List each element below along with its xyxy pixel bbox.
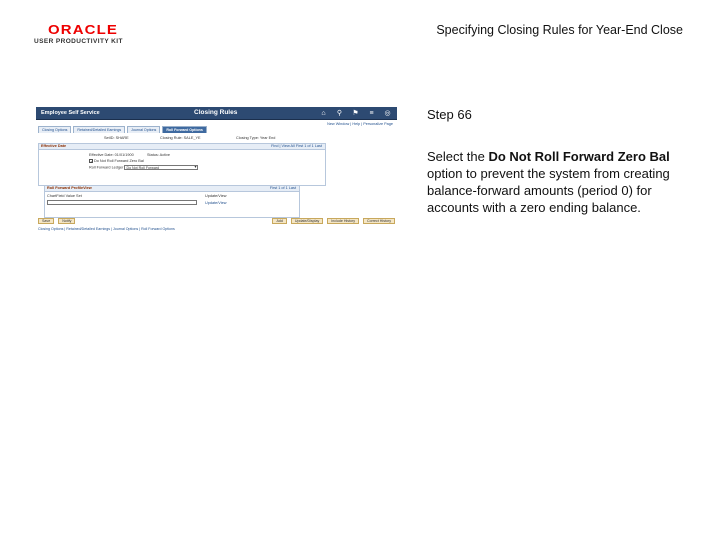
grid-col-update: Update/View	[205, 194, 227, 198]
search-icon[interactable]: ⚲	[336, 110, 343, 117]
toolbar-spacer	[79, 218, 268, 224]
update-display-button[interactable]: Update/Display	[291, 218, 323, 224]
button-toolbar	[38, 218, 395, 224]
roll-forward-select[interactable]: Do Not Roll Forward ▾	[124, 165, 198, 170]
logo-oracle-text: ORACLE	[48, 22, 119, 37]
step-instructions	[427, 148, 692, 216]
flag-icon[interactable]: ⚑	[352, 110, 359, 117]
update-view-link[interactable]: Update/View	[205, 201, 227, 205]
section-nav[interactable]: Find | View All First 1 of 1 Last	[271, 144, 322, 148]
grid-nav[interactable]: First 1 of 1 Last	[269, 186, 296, 190]
document-title: Specifying Closing Rules for Year-End Close	[436, 23, 683, 37]
tab-closing-options[interactable]: Closing Options	[38, 126, 71, 133]
grid-col-valueset: ChartField Value Set	[47, 194, 82, 198]
home-icon[interactable]: ⌂	[321, 110, 326, 117]
roll-forward-row	[89, 165, 198, 170]
zero-bal-option[interactable]	[89, 159, 144, 163]
effective-date-value: Effective Date: 01/01/1900	[89, 153, 134, 157]
closing-type-label: Closing Type: Year End	[236, 136, 276, 140]
correct-history-button[interactable]: Correct History	[363, 218, 395, 224]
add-button[interactable]: Add	[272, 218, 286, 224]
step-label: Step 66	[427, 107, 472, 122]
tab-journal-options[interactable]: Journal Options	[127, 126, 160, 133]
instr-pre: Select the	[427, 149, 489, 164]
bottom-page-links[interactable]: Closing Options | Retained/Detailed Earnings | Journal Options | Roll Forward Options	[38, 227, 175, 231]
page-tabs	[38, 126, 207, 133]
save-button[interactable]: Save	[38, 218, 54, 224]
logo-upk-text: USER PRODUCTIVITY KIT	[34, 38, 123, 45]
roll-forward-label: Roll Forward Ledger	[89, 165, 124, 170]
setid-label: SetID: SHARE	[104, 136, 129, 140]
roll-forward-profile-grid	[44, 185, 300, 218]
status-value: Status: Active	[147, 153, 171, 157]
app-header-bar	[36, 107, 397, 120]
app-name: Employee Self Service	[41, 110, 100, 116]
closing-rule-label: Closing Rule: SALE_YE	[160, 136, 201, 140]
section-header	[39, 144, 325, 150]
zero-bal-label: Do Not Roll Forward Zero Bal	[94, 159, 144, 163]
application-screenshot	[36, 107, 397, 235]
compass-icon[interactable]: ◎	[384, 110, 391, 117]
notify-button[interactable]: Notify	[58, 218, 75, 224]
oracle-upk-logo	[34, 22, 124, 48]
instr-bold: Do Not Roll Forward Zero Bal	[488, 149, 670, 164]
tab-retained-earnings[interactable]: Retained/Detailed Earnings	[73, 126, 125, 133]
grid-title: Roll Forward ProfileView	[47, 186, 92, 190]
effective-date-section	[38, 143, 326, 186]
page-title: Closing Rules	[194, 109, 238, 116]
tab-roll-forward-options[interactable]: Roll Forward Options	[162, 126, 207, 133]
zero-bal-checkbox[interactable]	[89, 159, 93, 163]
section-title: Effective Date	[41, 144, 67, 148]
grid-header	[45, 186, 299, 192]
menu-icon[interactable]: ≡	[369, 110, 374, 117]
page-nav-links[interactable]: New Window | Help | Personalize Page	[327, 122, 393, 126]
instr-post: option to prevent the system from creating balance-forward amounts (period 0) for accounts with a zero ending balance.	[427, 166, 670, 215]
valueset-input[interactable]	[47, 200, 197, 205]
include-history-button[interactable]: Include History	[327, 218, 359, 224]
